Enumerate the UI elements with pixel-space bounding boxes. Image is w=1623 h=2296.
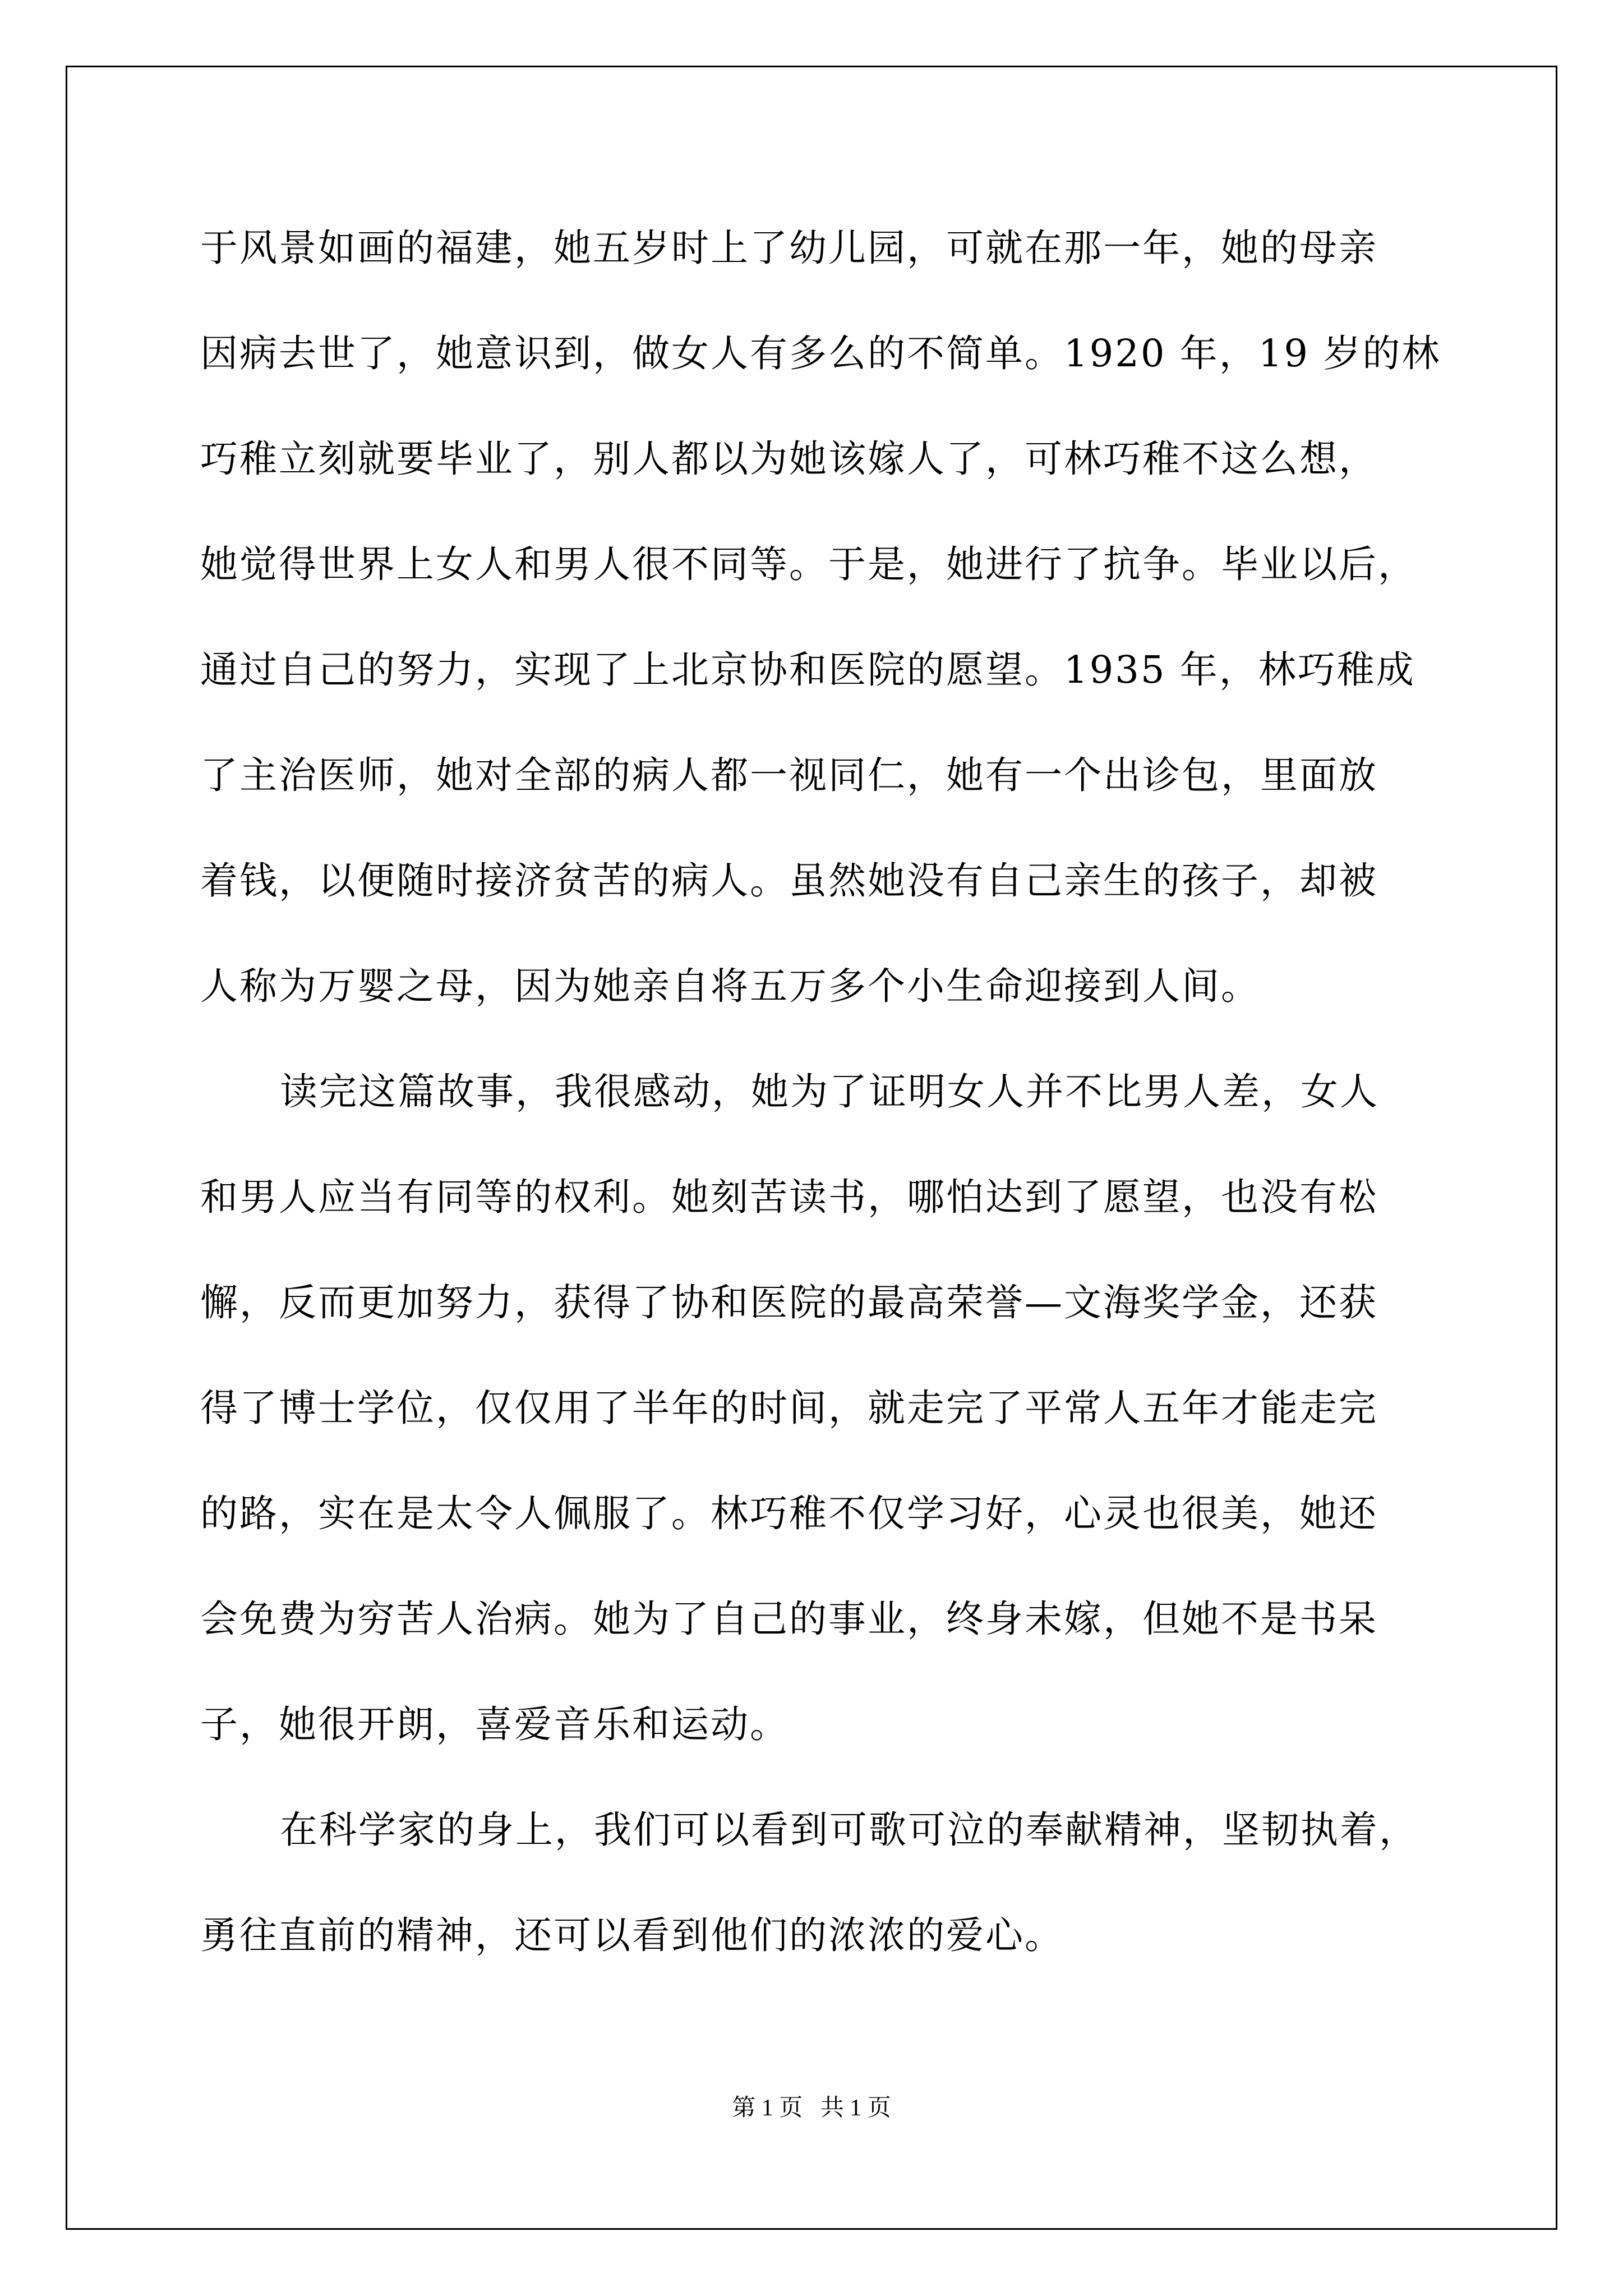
page-number-footer: 第 1 页 共 1 页 — [732, 2095, 891, 2121]
text-line: 的路，实在是太令人佩服了。林巧稚不仅学习好，心灵也很美，她还 — [200, 1492, 1378, 1535]
text-line: 了主治医师，她对全部的病人都一视同仁，她有一个出诊包，里面放 — [200, 753, 1378, 797]
text-line: 子，她很开朗，喜爱音乐和运动。 — [200, 1703, 789, 1746]
text-line: 巧稚立刻就要毕业了，别人都以为她该嫁人了，可林巧稚不这么想， — [200, 437, 1378, 481]
text-line: 懈，反而更加努力，获得了协和医院的最高荣誉—文海奖学金，还获 — [200, 1281, 1378, 1324]
text-line: 得了博士学位，仅仅用了半年的时间，就走完了平常人五年才能走完 — [200, 1386, 1378, 1430]
document-body — [200, 217, 1462, 2010]
text-line: 着钱，以便随时接济贫苦的病人。虽然她没有自己亲生的孩子，却被 — [200, 859, 1378, 903]
text-line: 通过自己的努力，实现了上北京协和医院的愿望。1935 年，林巧稚成 — [200, 648, 1415, 692]
text-line: 她觉得世界上女人和男人很不同等。于是，她进行了抗争。毕业以后， — [200, 542, 1417, 586]
text-line: 因病去世了，她意识到，做女人有多么的不简单。1920 年，19 岁的林 — [200, 332, 1441, 375]
text-line: 会免费为穷苦人治病。她为了自己的事业，终身未嫁，但她不是书呆 — [200, 1597, 1378, 1641]
text-line: 于风景如画的福建，她五岁时上了幼儿园，可就在那一年，她的母亲 — [200, 226, 1378, 270]
text-line: 勇往直前的精神，还可以看到他们的浓浓的爱心。 — [200, 1913, 1064, 1957]
text-line: 读完这篇故事，我很感动，她为了证明女人并不比男人差，女人 — [280, 1070, 1379, 1114]
text-line: 和男人应当有同等的权利。她刻苦读书，哪怕达到了愿望，也没有松 — [200, 1175, 1378, 1219]
text-line: 在科学家的身上，我们可以看到可歌可泣的奉献精神，坚韧执着， — [280, 1808, 1418, 1852]
text-line: 人称为万婴之母，因为她亲自将五万多个小生命迎接到人间。 — [200, 964, 1260, 1008]
